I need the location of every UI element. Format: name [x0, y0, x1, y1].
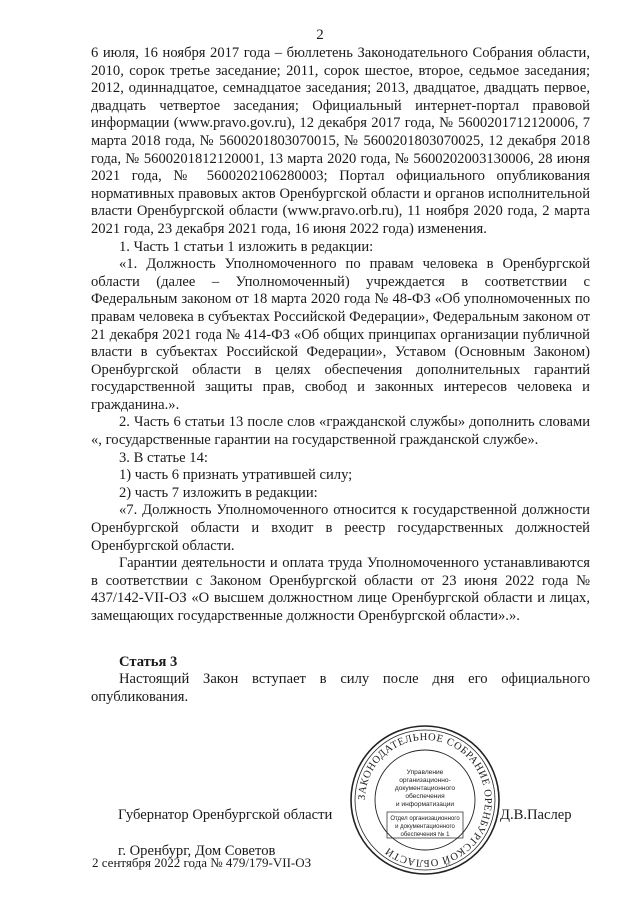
seal-inner-line: документационного [394, 785, 456, 792]
article-paragraph: Настоящий Закон вступает в силу после дня его официального опубликования. [91, 671, 590, 705]
paragraph-subitem-2: 2) часть 7 изложить в редакции: [119, 484, 318, 501]
seal-inner-line: обеспечения [405, 793, 445, 800]
article-text [91, 671, 590, 706]
signature-title: Губернатор Оренбургской области [118, 807, 333, 823]
paragraph-guarantees: Гарантии деятельности и оплата труда Уполномоченного устанавливаются в соответствии с Законом Оренбургской области от 23 июня 2022 года № 437/142-VII-ОЗ «О высшем должностном лице Оренбургской области и лицах, замещающих государственные должности Оренбургской области».». [91, 555, 590, 624]
signature-name: Д.В.Паслер [500, 807, 572, 823]
page-number: 2 [316, 27, 324, 43]
seal-ring-text: ЗАКОНОДАТЕЛЬНОЕ СОБРАНИЕ ОРЕНБУРГСКОЙ ОБЛАСТИ [356, 731, 494, 869]
seal-box-line: обеспечения № 1 [400, 832, 450, 838]
paragraph-item-2: 2. Часть 6 статьи 13 после слов «гражданской службы» дополнить словами «, государственные гарантии на государственной гражданской службе». [91, 414, 590, 449]
seal-box-line: и документационного [395, 824, 455, 830]
place-of-signing: г. Оренбург, Дом Советов [118, 843, 276, 859]
article-heading: Статья 3 [119, 654, 178, 670]
paragraph-item-1-text: «1. Должность Уполномоченного по правам человека в Оренбургской области (далее – Уполномоченный) учреждается в соответствии с Федеральным законом от 18 марта 2020 года № 48-ФЗ «Об уполномоченных по правам человека в субъектах Российской Федерации», Федеральным законом от 21 декабря 2021 года № 414-ФЗ «Об общих принципах организации публичной власти в субъектах Российской Федерации», Уставом (Основным Законом) Оренбургской области в целях обеспечения дополнительных гарантий государственной защиты прав, свобод и законных интересов человека и гражданина.». [91, 256, 590, 413]
law-body-text [91, 45, 590, 626]
seal-inner-line: организационно- [399, 777, 451, 784]
paragraph-item-1: 1. Часть 1 статьи 1 изложить в редакции: [119, 238, 374, 255]
seal-inner-line: Управление [406, 769, 444, 776]
seal-inner-line: и информатизации [395, 801, 455, 808]
official-seal-stamp [349, 724, 501, 876]
date-and-number: 2 сентября 2022 года № 479/179-VII-ОЗ [92, 855, 312, 870]
paragraph-subitem-1: 1) часть 6 признать утратившей силу; [119, 467, 353, 484]
paragraph-part-7-text: «7. Должность Уполномоченного относится к государственной должности Оренбургской области и входит в реестр государственных должностей Оренбургской области. [91, 502, 590, 554]
paragraph-publication-sources: 6 июля, 16 ноября 2017 года – бюллетень Законодательного Собрания области, 2010, сорок третье заседание; 2011, сорок шестое, второе, седьмое заседания; 2012, одиннадцатое, семнадцатое заседания; 2013, двадцатое, двадцать первое, двадцать четвертое заседания; Официальный интернет-портал правовой информации (www.pravo.gov.ru), 12 декабря 2017 года, № 5600201712120006, 7 марта 2018 года, № 5600201803070015, № 5600201803070025, 12 декабря 2018 года, № 5600201812120001, 13 марта 2020 года, № 5600202003130006, 28 июня 2021 года, № 5600202106280003; Портал официального опубликования нормативных правовых актов Оренбургской области и органов исполнительной власти Оренбургской области (www.pravo.orb.ru), 11 ноября 2020 года, 2 марта 2021 года, 23 декабря 2021 года, 16 июня 2022 года) изменения. [91, 45, 590, 237]
seal-box-line: Отдел организационного [390, 816, 460, 822]
paragraph-item-3: 3. В статье 14: [119, 449, 208, 466]
